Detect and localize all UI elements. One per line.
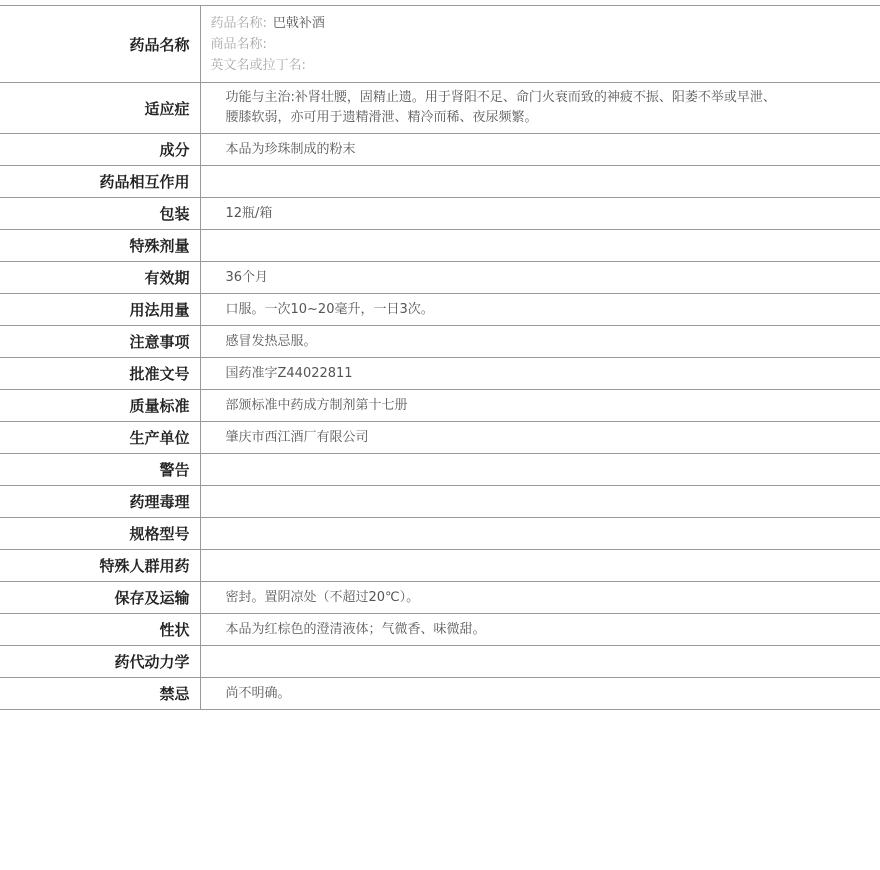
table-row-appearance xyxy=(0,614,880,646)
row-label: 规格型号 xyxy=(0,518,200,550)
table-row-pharmacokinetics xyxy=(0,646,880,678)
drug-spec-table xyxy=(0,5,880,710)
table-row-warning xyxy=(0,454,880,486)
row-value xyxy=(200,454,880,486)
table-row-interactions xyxy=(0,166,880,198)
row-value xyxy=(200,166,880,198)
table-row-precautions xyxy=(0,326,880,358)
row-label: 药代动力学 xyxy=(0,646,200,678)
row-value xyxy=(200,230,880,262)
row-value: 国药准字Z44022811 xyxy=(200,358,880,390)
trade-name-key: 商品名称: xyxy=(210,36,267,52)
row-value: 肇庆市西江酒厂有限公司 xyxy=(200,422,880,454)
row-label: 特殊剂量 xyxy=(0,230,200,262)
table-row-pharmacology-toxicology xyxy=(0,486,880,518)
row-label: 药品名称 xyxy=(0,6,200,83)
generic-name-value: 巴戟补酒 xyxy=(272,15,325,31)
row-value xyxy=(200,83,880,134)
indication-text: 功能与主治:补肾壮腰，固精止遗。用于肾阳不足、命门火衰而致的神疲不振、阳萎不举或早泄、腰膝软弱，亦可用于遗精滑泄、精冷而稀、夜尿频繁。 xyxy=(225,90,776,125)
table-row-shelf-life xyxy=(0,262,880,294)
row-label: 注意事项 xyxy=(0,326,200,358)
row-label: 适应症 xyxy=(0,83,200,134)
row-value: 口服。一次10~20毫升，一日3次。 xyxy=(200,294,880,326)
trade-name-line xyxy=(211,34,880,55)
row-label: 保存及运输 xyxy=(0,582,200,614)
row-label: 特殊人群用药 xyxy=(0,550,200,582)
row-value: 本品为红棕色的澄清液体；气微香、味微甜。 xyxy=(200,614,880,646)
row-value: 感冒发热忌服。 xyxy=(200,326,880,358)
row-value: 部颁标准中药成方制剂第十七册 xyxy=(200,390,880,422)
row-label: 质量标准 xyxy=(0,390,200,422)
table-row-special-populations xyxy=(0,550,880,582)
table-row-approval-number xyxy=(0,358,880,390)
row-label: 药理毒理 xyxy=(0,486,200,518)
row-value xyxy=(200,550,880,582)
english-name-key: 英文名或拉丁名: xyxy=(210,57,306,73)
row-label: 有效期 xyxy=(0,262,200,294)
table-row-storage-transport xyxy=(0,582,880,614)
row-label: 生产单位 xyxy=(0,422,200,454)
row-label: 性状 xyxy=(0,614,200,646)
row-value: 密封。置阴凉处（不超过20℃）。 xyxy=(200,582,880,614)
table-row-packaging xyxy=(0,198,880,230)
row-value xyxy=(200,646,880,678)
row-label: 药品相互作用 xyxy=(0,166,200,198)
row-label: 禁忌 xyxy=(0,678,200,710)
generic-name-line xyxy=(211,13,880,34)
row-value: 尚不明确。 xyxy=(200,678,880,710)
table-row-contraindications xyxy=(0,678,880,710)
row-value: 36个月 xyxy=(200,262,880,294)
table-row-ingredients xyxy=(0,134,880,166)
table-row-indication xyxy=(0,83,880,134)
row-label: 用法用量 xyxy=(0,294,200,326)
table-row-quality-standard xyxy=(0,390,880,422)
row-value: 本品为珍珠制成的粉末 xyxy=(200,134,880,166)
table-row-drug-name xyxy=(0,6,880,83)
row-label: 包装 xyxy=(0,198,200,230)
row-label: 警告 xyxy=(0,454,200,486)
row-value xyxy=(200,518,880,550)
row-value xyxy=(200,486,880,518)
table-row-manufacturer xyxy=(0,422,880,454)
table-row-usage-dosage xyxy=(0,294,880,326)
generic-name-key: 药品名称: xyxy=(210,15,267,31)
row-label: 批准文号 xyxy=(0,358,200,390)
row-label: 成分 xyxy=(0,134,200,166)
english-name-line xyxy=(211,55,880,76)
table-row-special-dosage xyxy=(0,230,880,262)
drug-name-cell xyxy=(200,6,880,83)
table-row-specification xyxy=(0,518,880,550)
row-value: 12瓶/箱 xyxy=(200,198,880,230)
